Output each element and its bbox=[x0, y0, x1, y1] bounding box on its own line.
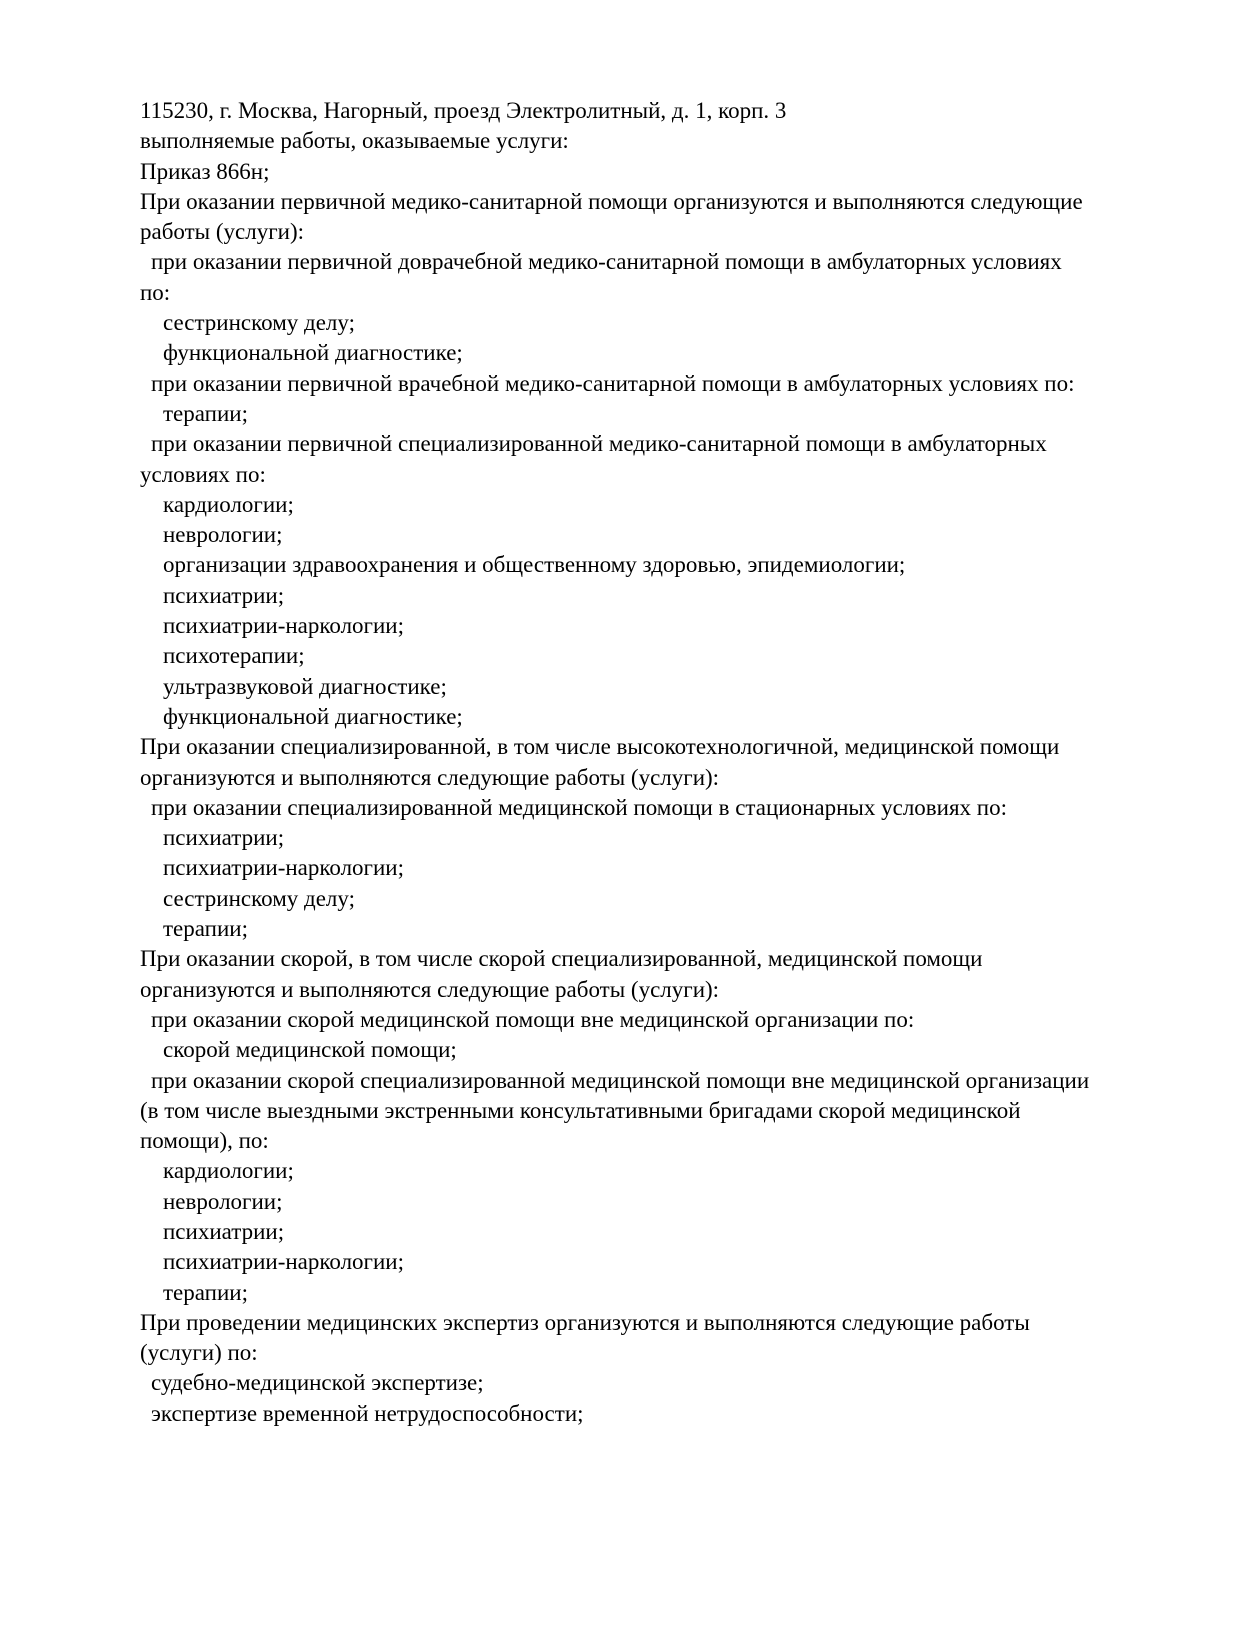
text-line: помощи), по: bbox=[140, 1128, 269, 1154]
text-line: При оказании специализированной, в том числе высокотехнологичной, медицинской помощи bbox=[140, 734, 1060, 760]
text-line: организуются и выполняются следующие работы (услуги): bbox=[140, 764, 720, 790]
text-line: психиатрии; bbox=[163, 1218, 285, 1244]
text-line: ультразвуковой диагностике; bbox=[163, 673, 447, 699]
text-line: при оказании первичной специализированной медико-санитарной помощи в амбулаторных bbox=[151, 431, 1047, 457]
text-line: по: bbox=[140, 279, 171, 305]
text-line: терапии; bbox=[163, 1279, 248, 1305]
text-line: неврологии; bbox=[163, 522, 283, 548]
text-line: функциональной диагностике; bbox=[163, 340, 463, 366]
text-line: при оказании первичной доврачебной медико-санитарной помощи в амбулаторных условиях bbox=[151, 249, 1062, 275]
text-line: психиатрии-наркологии; bbox=[163, 1249, 404, 1275]
text-line: организации здравоохранения и общественному здоровью, эпидемиологии; bbox=[163, 552, 906, 578]
text-line: 115230, г. Москва, Нагорный, проезд Электролитный, д. 1, корп. 3 bbox=[140, 98, 787, 123]
text-line: При оказании первичной медико-санитарной помощи организуются и выполняются следующие bbox=[140, 188, 1083, 214]
text-line: неврологии; bbox=[163, 1188, 283, 1214]
text-line: при оказании скорой медицинской помощи вне медицинской организации по: bbox=[151, 1006, 915, 1032]
text-line: психиатрии; bbox=[163, 582, 285, 608]
text-line: при оказании первичной врачебной медико-санитарной помощи в амбулаторных условиях по: bbox=[151, 370, 1075, 396]
text-line: при оказании специализированной медицинской помощи в стационарных условиях по: bbox=[151, 794, 1007, 820]
text-line: психотерапии; bbox=[163, 643, 305, 669]
text-line: психиатрии-наркологии; bbox=[163, 855, 404, 881]
text-line: психиатрии-наркологии; bbox=[163, 613, 404, 639]
text-line: (в том числе выездными экстренными консультативными бригадами скорой медицинской bbox=[140, 1097, 1021, 1123]
text-line: кардиологии; bbox=[163, 1158, 294, 1184]
text-line: терапии; bbox=[163, 916, 248, 942]
text-line: организуются и выполняются следующие работы (услуги): bbox=[140, 976, 720, 1002]
text-line: экспертизе временной нетрудоспособности; bbox=[151, 1400, 584, 1426]
text-line: судебно-медицинской экспертизе; bbox=[151, 1370, 484, 1396]
text-line: (услуги) по: bbox=[140, 1340, 258, 1366]
text-line: При проведении медицинских экспертиз организуются и выполняются следующие работы bbox=[140, 1309, 1030, 1335]
text-line: выполняемые работы, оказываемые услуги: bbox=[140, 128, 569, 154]
text-line: сестринскому делу; bbox=[163, 310, 355, 336]
text-line: при оказании скорой специализированной медицинской помощи вне медицинской организации bbox=[151, 1067, 1090, 1093]
text-line: кардиологии; bbox=[163, 491, 294, 517]
text-line: психиатрии; bbox=[163, 825, 285, 851]
license-works-text bbox=[140, 96, 1150, 1429]
text-line: скорой медицинской помощи; bbox=[163, 1037, 457, 1063]
text-line: При оказании скорой, в том числе скорой специализированной, медицинской помощи bbox=[140, 946, 983, 972]
text-line: Приказ 866н; bbox=[140, 158, 270, 184]
text-line: функциональной диагностике; bbox=[163, 703, 463, 729]
text-line: сестринскому делу; bbox=[163, 885, 355, 911]
text-line: терапии; bbox=[163, 400, 248, 426]
text-line: работы (услуги): bbox=[140, 219, 304, 245]
text-line: условиях по: bbox=[140, 461, 266, 487]
